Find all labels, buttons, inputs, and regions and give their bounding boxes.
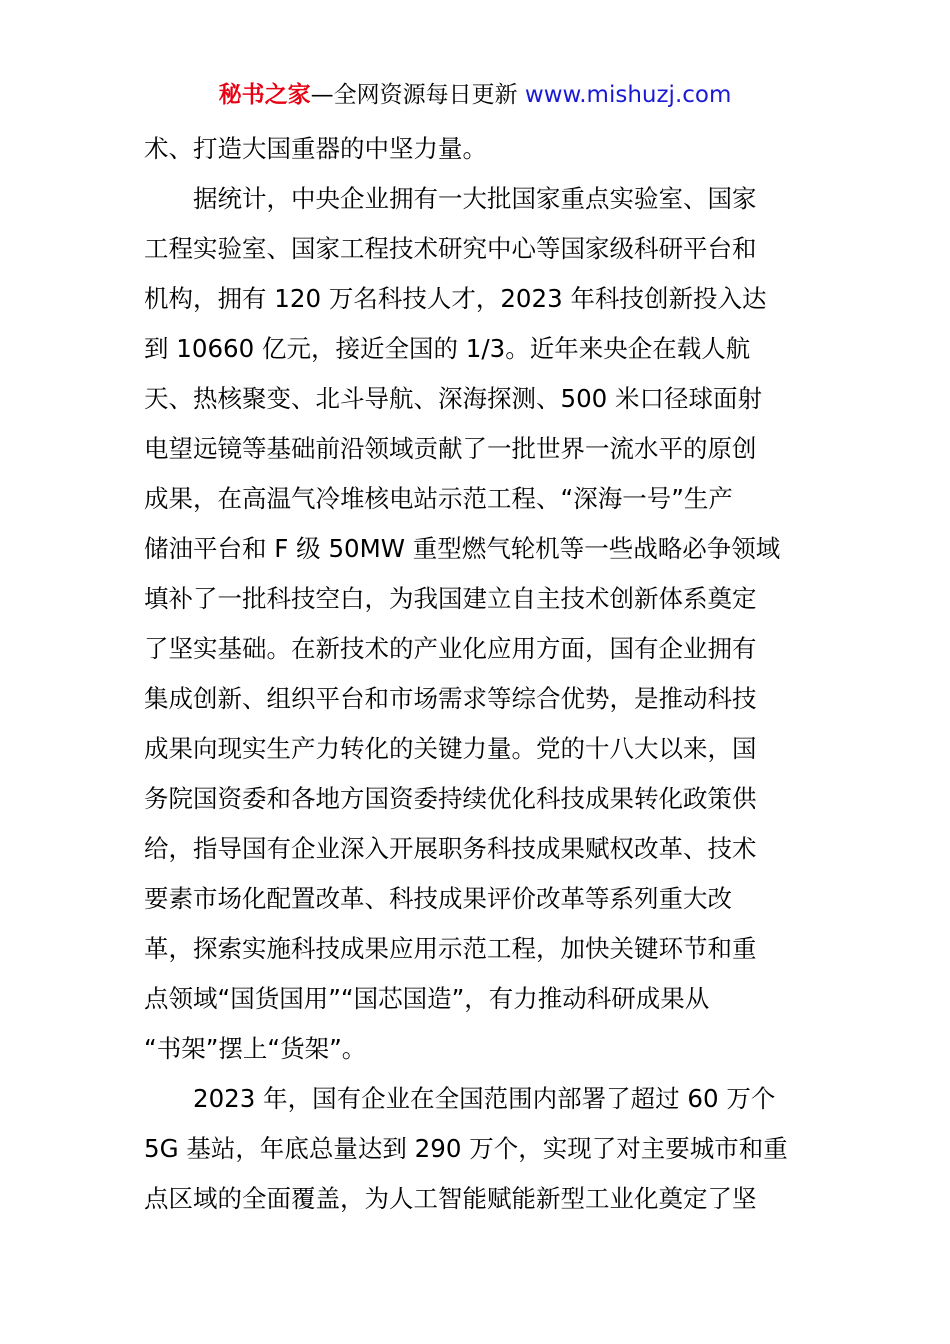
text-line: 储油平台和 F 级 50MW 重型燃气轮机等一些战略必争领域	[144, 534, 781, 563]
text-line: 了坚实基础。在新技术的产业化应用方面，国有企业拥有	[144, 634, 757, 663]
site-tagline: —全网资源每日更新	[310, 82, 518, 108]
text-line: 5G 基站，年底总量达到 290 万个，实现了对主要城市和重	[144, 1134, 788, 1163]
text-line: 点领域“国货国用”“国芯国造”，有力推动科研成果从	[144, 984, 710, 1013]
site-brand: 秘书之家	[218, 82, 311, 108]
text-line: 集成创新、组织平台和市场需求等综合优势，是推动科技	[144, 684, 757, 713]
text-line: 术、打造大国重器的中坚力量。	[144, 134, 487, 163]
text-line: 点区域的全面覆盖，为人工智能赋能新型工业化奠定了坚	[144, 1184, 757, 1213]
text-line: 2023 年，国有企业在全国范围内部署了超过 60 万个	[193, 1084, 776, 1113]
text-line: 成果向现实生产力转化的关键力量。党的十八大以来，国	[144, 734, 757, 763]
site-url-link[interactable]: www.mishuzj.com	[524, 82, 732, 108]
text-line: 电望远镜等基础前沿领域贡献了一批世界一流水平的原创	[144, 434, 757, 463]
text-line: 填补了一批科技空白，为我国建立自主技术创新体系奠定	[144, 584, 757, 613]
text-line: 机构，拥有 120 万名科技人才，2023 年科技创新投入达	[144, 284, 767, 313]
text-line: 成果，在高温气冷堆核电站示范工程、“深海一号”生产	[144, 484, 733, 513]
text-line: 务院国资委和各地方国资委持续优化科技成果转化政策供	[144, 784, 757, 813]
text-line: “书架”摆上“货架”。	[144, 1034, 367, 1063]
text-line: 要素市场化配置改革、科技成果评价改革等系列重大改	[144, 884, 732, 913]
text-line: 到 10660 亿元，接近全国的 1/3。近年来央企在载人航	[144, 334, 751, 363]
site-header	[0, 78, 950, 112]
text-line: 天、热核聚变、北斗导航、深海探测、500 米口径球面射	[144, 384, 763, 413]
text-line: 据统计，中央企业拥有一大批国家重点实验室、国家	[193, 184, 757, 213]
article-body	[144, 124, 808, 1224]
text-line: 工程实验室、国家工程技术研究中心等国家级科研平台和	[144, 234, 757, 263]
text-line: 给，指导国有企业深入开展职务科技成果赋权改革、技术	[144, 834, 757, 863]
text-line: 革，探索实施科技成果应用示范工程，加快关键环节和重	[144, 934, 757, 963]
